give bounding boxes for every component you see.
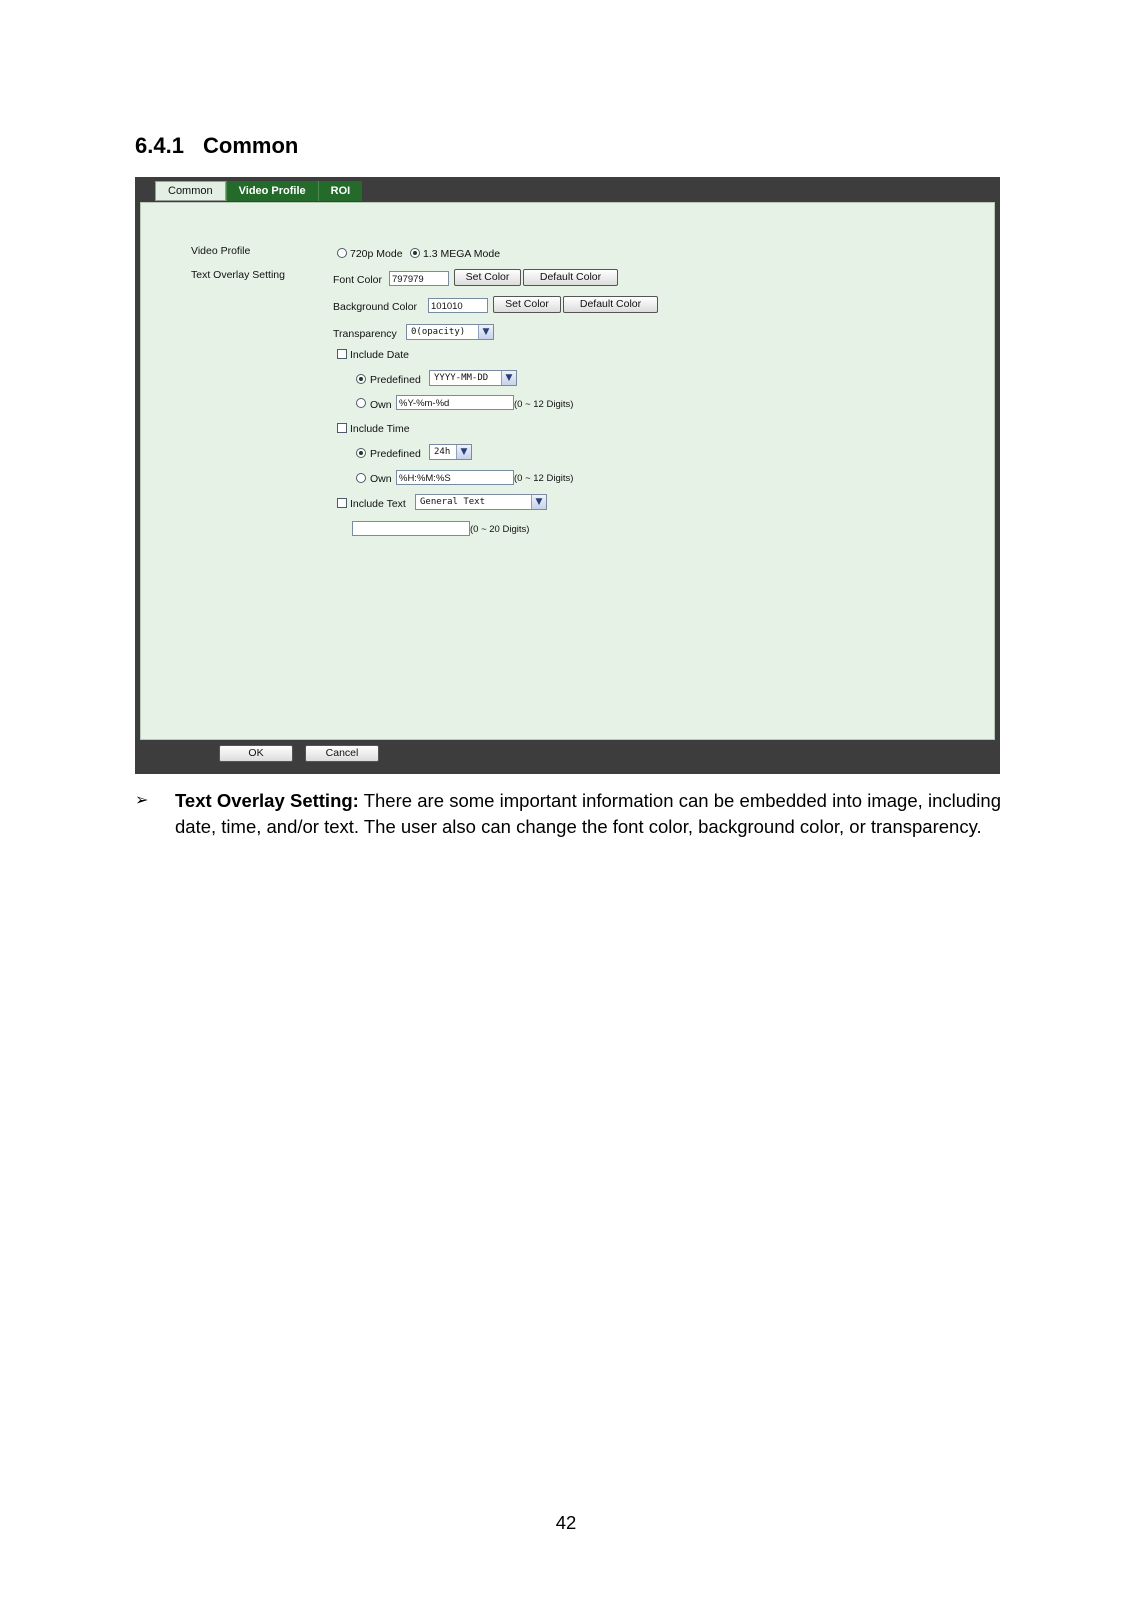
settings-screenshot (135, 177, 1000, 774)
time-digits-hint: (0 ~ 12 Digits) (514, 473, 574, 484)
transparency-label: Transparency (333, 328, 397, 340)
date-digits-hint: (0 ~ 12 Digits) (514, 399, 574, 410)
text-overlay-label: Text Overlay Setting (191, 269, 285, 281)
time-predefined-label: Predefined (370, 448, 421, 460)
mode-720p-label: 720p Mode (350, 248, 403, 260)
chevron-down-icon: ▼ (478, 325, 493, 339)
overlay-text-input[interactable] (352, 521, 470, 536)
arrow-bullet-icon: ➢ (135, 792, 149, 809)
time-own-label: Own (370, 473, 392, 485)
date-format-select[interactable] (429, 370, 517, 386)
background-color-label: Background Color (333, 301, 418, 313)
font-default-color-button[interactable]: Default Color (523, 269, 618, 286)
date-own-input[interactable]: %Y-%m-%d (396, 395, 514, 410)
time-format-value: 24h (434, 447, 451, 457)
time-predefined-radio[interactable] (356, 448, 366, 458)
background-color-input[interactable]: 101010 (428, 298, 488, 313)
mode-mega-label: 1.3 MEGA Mode (423, 248, 501, 260)
section-title: Common (203, 133, 299, 158)
font-set-color-button[interactable]: Set Color (454, 269, 521, 286)
date-predefined-label: Predefined (370, 374, 421, 386)
button-bar (135, 740, 1000, 774)
include-text-checkbox[interactable] (337, 498, 347, 508)
bg-default-color-button[interactable]: Default Color (563, 296, 658, 313)
chevron-down-icon: ▼ (501, 371, 516, 385)
video-profile-label: Video Profile (191, 245, 251, 257)
time-own-radio[interactable] (356, 473, 366, 483)
time-own-input[interactable]: %H:%M:%S (396, 470, 514, 485)
tab-video-profile[interactable]: Video Profile (226, 181, 318, 201)
include-date-label: Include Date (350, 349, 409, 361)
include-text-label: Include Text (350, 498, 406, 510)
include-time-label: Include Time (350, 423, 410, 435)
date-predefined-radio[interactable] (356, 374, 366, 384)
text-digits-hint: (0 ~ 20 Digits) (470, 524, 530, 535)
section-heading (135, 133, 298, 159)
date-own-radio[interactable] (356, 398, 366, 408)
bullet-term: Text Overlay Setting: (175, 790, 359, 811)
radio-720p-mode[interactable] (337, 248, 347, 258)
transparency-select[interactable] (406, 324, 494, 340)
include-date-checkbox[interactable] (337, 349, 347, 359)
tab-common[interactable]: Common (155, 181, 226, 201)
cancel-button[interactable]: Cancel (305, 745, 379, 762)
ok-button[interactable]: OK (219, 745, 293, 762)
section-number: 6.4.1 (135, 133, 184, 158)
chevron-down-icon: ▼ (531, 495, 546, 509)
bullet-description: There are some important information can be embedded into image, including date, time, and/or text. The user also can change the font color, background color, or transparency. (175, 790, 1001, 837)
bg-set-color-button[interactable]: Set Color (493, 296, 561, 313)
include-time-checkbox[interactable] (337, 423, 347, 433)
bullet-text (175, 788, 1001, 840)
page-number: 42 (555, 1512, 577, 1533)
time-format-select[interactable] (429, 444, 472, 460)
chevron-down-icon: ▼ (456, 445, 471, 459)
date-own-label: Own (370, 399, 392, 411)
date-format-value: YYYY-MM-DD (434, 373, 489, 383)
tab-roi[interactable]: ROI (318, 181, 363, 201)
font-color-label: Font Color (333, 274, 383, 286)
text-type-value: General Text (420, 497, 486, 507)
tab-bar (155, 181, 362, 201)
transparency-value: 0(opacity) (411, 327, 466, 337)
settings-panel (140, 202, 995, 740)
radio-mega-mode[interactable] (410, 248, 420, 258)
text-type-select[interactable] (415, 494, 547, 510)
font-color-input[interactable]: 797979 (389, 271, 449, 286)
